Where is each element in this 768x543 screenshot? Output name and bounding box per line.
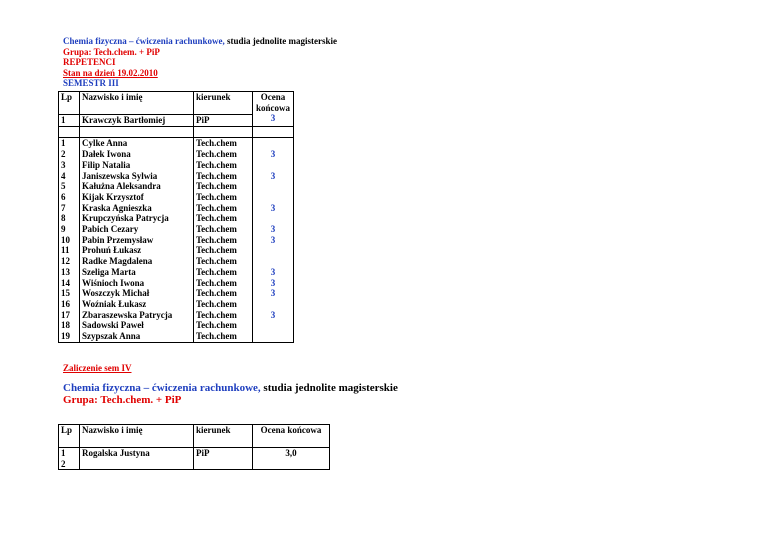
table-row: 1 2 Rogalska Justyna PiP 3,0 (59, 448, 330, 470)
header-name: Nazwisko i imię (80, 92, 194, 115)
ocena-column: 3 3 3 3 3 3 3 3 3 (253, 138, 294, 342)
semester-label: SEMESTR III (63, 78, 119, 88)
group-label: Grupa: Tech.chem. + PiP (63, 46, 160, 57)
header-kierunek: kierunek (194, 92, 253, 115)
pip-ocena: 3 (270, 113, 276, 124)
table-row-pip: 1 Krawczyk Bartłomiej PiP (59, 115, 294, 127)
header-ocena: Ocena końcowa 3 (253, 92, 294, 127)
status-date: Stan na dzień 19.02.2010 (63, 67, 158, 78)
document-header-2 (63, 382, 398, 406)
group-label-2: Grupa: Tech.chem. + PiP (63, 394, 182, 406)
name-column: Cylke Anna Dałek Iwona Filip Natalia Janiszewska Sylwia Kałużna Aleksandra Kijak Krzysztof Kraska Agnieszka Krupczyńska Patrycja Pabich Cezary Pabin Przemysław Prohuń Łukasz Radke Magdalena Szeliga Marta Wiśnioch Iwona Woszczyk Michał Woźniak Łukasz Zbaraszewska Patrycja Sadowski Paweł Szypszak Anna (80, 138, 194, 342)
table-header-row: Lp Nazwisko i imię kierunek Ocena końcowa (59, 425, 330, 448)
table-header-row (59, 92, 294, 115)
grades-table-sem3 (58, 91, 294, 343)
table-row-block (59, 138, 294, 342)
header-lp: Lp (59, 92, 80, 115)
course-title: Chemia fizyczna – ćwiczenia rachunkowe, studia jednolite magisterskie (63, 36, 337, 46)
kierunek-column: Tech.chem Tech.chem Tech.chem Tech.chem Tech.chem Tech.chem Tech.chem Tech.chem Tech.chem Tech.chem Tech.chem Tech.chem Tech.chem Tech.chem Tech.chem Tech.chem Tech.chem Tech.chem Tech.chem (194, 138, 253, 342)
course-title-2: Chemia fizyczna – ćwiczenia rachunkowe, studia jednolite magisterskie (63, 382, 398, 394)
zaliczenie-label: Zaliczenie sem IV (63, 363, 132, 373)
spacer-row (59, 126, 294, 138)
document-header (63, 36, 337, 89)
grades-table-sem4 (58, 424, 330, 470)
repetenci-label: REPETENCI (63, 57, 116, 67)
lp-column: 1 2 3 4 5 6 7 8 9 10 11 12 13 14 15 16 17 18 19 (59, 138, 80, 342)
